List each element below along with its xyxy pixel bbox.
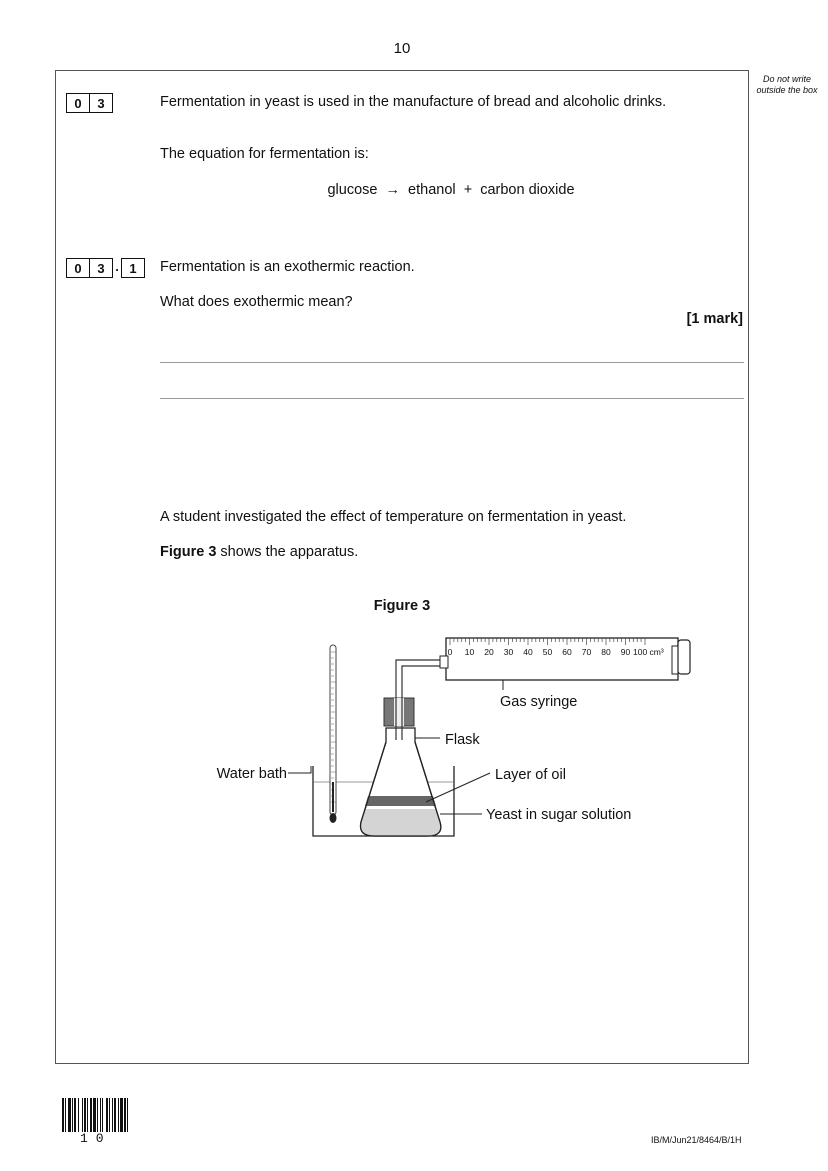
syringe-plunger-head (672, 646, 678, 674)
barcode-bar (109, 1098, 110, 1132)
thermometer-liquid (332, 782, 334, 812)
barcode-bar (127, 1098, 128, 1132)
barcode-bar (120, 1098, 123, 1132)
barcode-bar (97, 1098, 98, 1132)
paper-code: IB/M/Jun21/8464/B/1H (651, 1135, 742, 1145)
question-digit: 0 (74, 260, 82, 276)
mark-allocation: [1 mark] (686, 311, 743, 327)
question-digit: 3 (89, 259, 112, 277)
syringe-tick-label: 100 cm³ (633, 647, 664, 657)
word-equation: glucose → ethanol + carbon dioxide (327, 182, 575, 198)
page-number: 10 (393, 40, 411, 57)
barcode-bar (93, 1098, 96, 1132)
syringe-tick-label: 80 (601, 647, 611, 657)
question-digit: 0 (74, 95, 82, 111)
syringe-tick-label: 30 (503, 647, 514, 657)
syringe-plunger-handle (678, 640, 690, 674)
barcode-bar (102, 1098, 103, 1132)
figure-title: Figure 3 (373, 598, 431, 614)
barcode-bar (82, 1098, 83, 1132)
figure-reference-rest: shows the apparatus. (216, 544, 359, 560)
barcode-bar (114, 1098, 116, 1132)
barcode-bar (124, 1098, 126, 1132)
syringe-tick-label: 70 (581, 647, 592, 657)
barcode-bar (65, 1098, 66, 1132)
investigation-text: A student investigated the effect of temperature on fermentation in yeast. (160, 509, 627, 525)
leader-line (288, 766, 311, 773)
label-yeast-solution: Yeast in sugar solution (486, 807, 632, 823)
syringe-tick-label: 90 (620, 647, 631, 657)
syringe-tick-label: 50 (542, 647, 553, 657)
label-flask: Flask (445, 732, 480, 748)
label-layer-of-oil: Layer of oil (495, 767, 566, 783)
question-intro: Fermentation in yeast is used in the manufacture of bread and alcoholic drinks. (160, 94, 667, 110)
yeast-solution-fill (361, 809, 441, 836)
figure-reference-bold: Figure 3 (160, 544, 217, 560)
syringe-nozzle (440, 656, 448, 668)
barcode-bar (90, 1098, 92, 1132)
subquestion-question: What does exothermic mean? (160, 294, 353, 310)
barcode-bar (106, 1098, 108, 1132)
syringe-tick-label: 40 (523, 647, 533, 657)
syringe-tick-label: 0 (447, 647, 453, 657)
subquestion-statement: Fermentation is an exothermic reaction. (160, 259, 415, 275)
barcode-number: 10 (80, 1131, 112, 1146)
leader-line (426, 773, 490, 802)
barcode-bar (68, 1098, 71, 1132)
barcode-bar (87, 1098, 88, 1132)
barcode-bar (72, 1098, 73, 1132)
number-separator: . (115, 259, 119, 274)
barcode-bar (100, 1098, 101, 1132)
barcode-bar (118, 1098, 119, 1132)
barcode (62, 1098, 142, 1132)
question-digit: 3 (89, 94, 112, 112)
margin-note: Do not write outside the box (756, 74, 818, 95)
syringe-barrel (446, 638, 678, 680)
barcode-bar (78, 1098, 79, 1132)
barcode-bar (62, 1098, 64, 1132)
thermometer-bulb (330, 813, 337, 823)
equation-intro: The equation for fermentation is: (160, 146, 369, 162)
label-gas-syringe: Gas syringe (500, 694, 578, 710)
oil-layer-fill (365, 796, 436, 806)
barcode-bar (84, 1098, 86, 1132)
syringe-tick-label: 20 (484, 647, 494, 657)
label-water-bath: Water bath (216, 766, 287, 782)
subquestion-digit: 1 (129, 260, 137, 276)
barcode-bar (74, 1098, 76, 1132)
syringe-tick-label: 10 (464, 647, 475, 657)
barcode-bar (112, 1098, 113, 1132)
syringe-tick-label: 60 (562, 647, 572, 657)
